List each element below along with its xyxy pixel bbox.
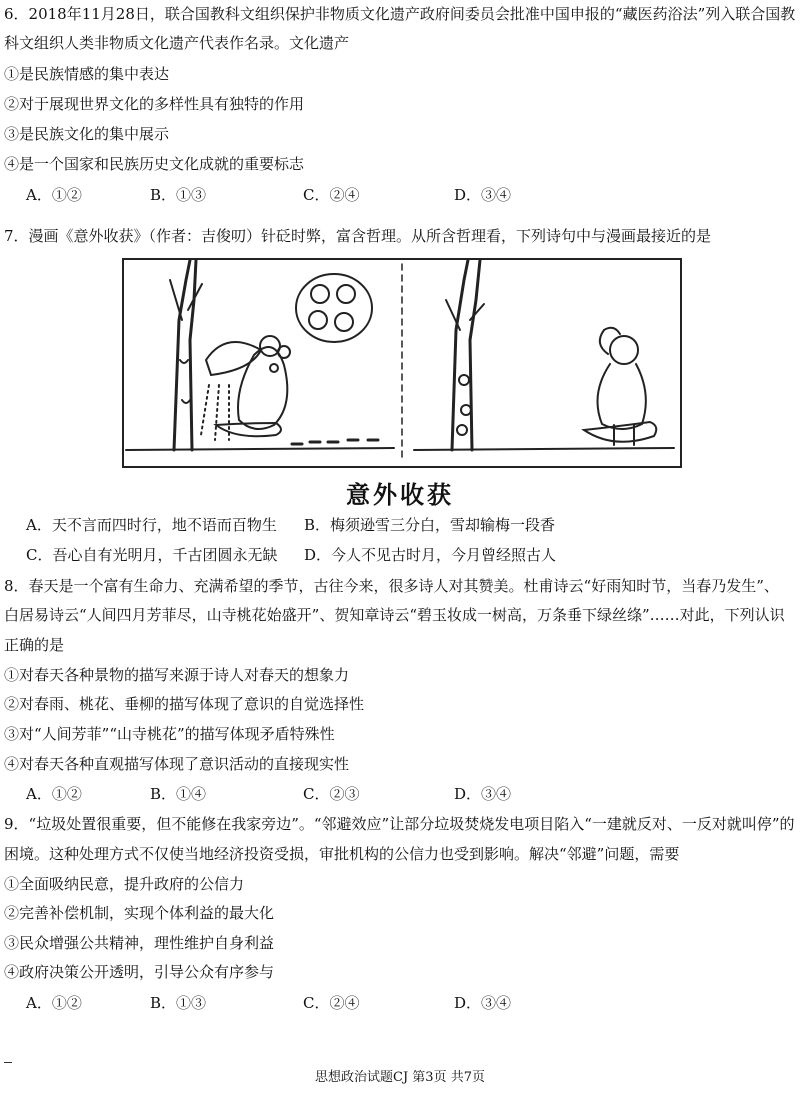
q6-option-a: A．①② [26,186,82,204]
q9-option-a: A．①② [26,994,82,1012]
page-footer: 思想政治试题CJ 第3页 共7页 [315,1070,485,1085]
q6-option-d: D．③④ [454,186,512,204]
q9-option-c: C．②④ [303,994,360,1012]
q9-stem-line-1: 9．“垃圾处置很重要，但不能修在我家旁边”。“邻避效应”让部分垃圾焚烧发电项目陷入“一建就反对、一反对就叫停”的 [4,815,795,833]
q9-item-1: ①全面吸纳民意，提升政府的公信力 [4,875,245,893]
q8-item-1: ①对春天各种景物的描写来源于诗人对春天的想象力 [4,666,350,684]
q9-options [26,992,786,1014]
q9-stem-line-2: 困境。这种处理方式不仅使当地经济投资受损，审批机构的公信力也受到影响。解决“邻避”问题，需要 [4,845,680,863]
q7-option-d: D．今人不见古时月，今月曾经照古人 [304,546,557,564]
q6-option-b: B．①③ [150,186,207,204]
q6-item-3: ③是民族文化的集中展示 [4,125,170,143]
q8-option-a: A．①② [26,785,82,803]
q8-stem-line-1: 8．春天是一个富有生命力、充满希望的季节，古往今来，很多诗人对其赞美。杜甫诗云“好雨知时节，当春乃发生”、 [4,577,779,595]
q9-item-2: ②完善补偿机制，实现个体利益的最大化 [4,904,275,922]
cartoon-drawing [124,260,680,466]
q9-option-b: B．①③ [150,994,207,1012]
q8-item-2: ②对春雨、桃花、垂柳的描写体现了意识的自觉选择性 [4,695,365,713]
q6-item-2: ②对于展现世界文化的多样性具有独特的作用 [4,95,305,113]
q8-options [26,783,786,805]
q7-option-a: A．天不言而四时行，地不语而百物生 [26,516,277,534]
q7-stem: 7．漫画《意外收获》（作者：吉俊叨）针砭时弊，富含哲理。从所含哲理看，下列诗句中与漫画最接近的是 [4,227,712,245]
q8-option-b: B．①④ [150,785,207,803]
q6-item-4: ④是一个国家和民族历史文化成就的重要标志 [4,155,305,173]
q9-item-3: ③民众增强公共精神，理性维护自身利益 [4,934,275,952]
cartoon-image [122,258,682,468]
corner-mark [4,1062,12,1063]
q8-option-c: C．②③ [303,785,360,803]
q8-stem-line-3: 正确的是 [4,636,65,654]
cartoon-title: 意外收获 [346,480,454,509]
q6-stem-line-2: 科文组织人类非物质文化遗产代表作名录。文化遗产 [4,34,350,52]
q9-item-4: ④政府决策公开透明，引导公众有序参与 [4,963,275,981]
q6-stem-line-1: 6．2018年11月28日，联合国教科文组织保护非物质文化遗产政府间委员会批准中国申报的“藏医药浴法”列入联合国教 [4,5,796,23]
q6-item-1: ①是民族情感的集中表达 [4,65,170,83]
q8-option-d: D．③④ [454,785,512,803]
q7-options-row-2 [26,544,786,566]
q7-options-row-1 [26,514,786,536]
q9-option-d: D．③④ [454,994,512,1012]
q8-item-4: ④对春天各种直观描写体现了意识活动的直接现实性 [4,755,350,773]
q7-option-c: C．吾心自有光明月，千古团圆永无缺 [26,546,278,564]
q8-stem-line-2: 白居易诗云“人间四月芳菲尽，山寺桃花始盛开”、贺知章诗云“碧玉妆成一树高，万条垂下绿丝绦”……对此，下列认识 [4,606,785,624]
q6-option-c: C．②④ [303,186,360,204]
q7-option-b: B．梅须逊雪三分白，雪却输梅一段香 [304,516,556,534]
q8-item-3: ③对“人间芳菲”“山寺桃花”的描写体现矛盾特殊性 [4,725,335,743]
q6-options [26,184,786,206]
